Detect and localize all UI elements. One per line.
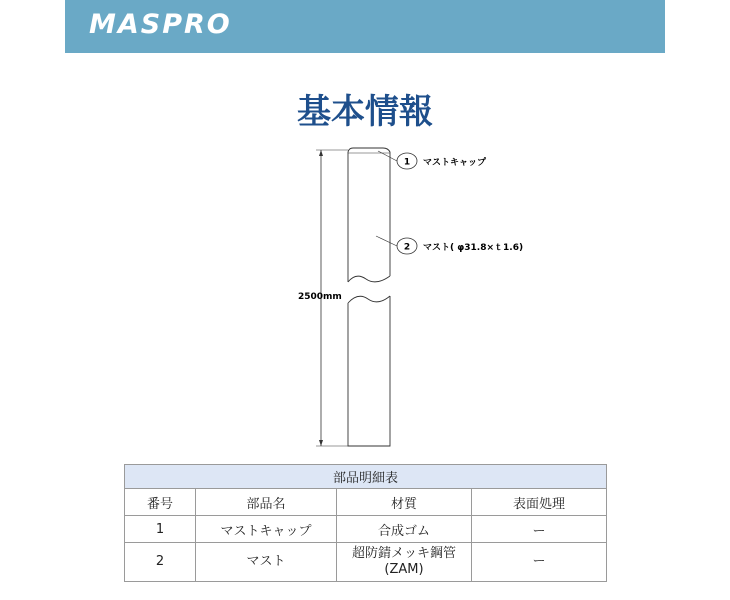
table-row	[125, 543, 607, 582]
cell-material-note: (ZAM)	[384, 562, 424, 577]
cell-finish: ー	[472, 516, 607, 543]
cell-material: 合成ゴム	[337, 516, 472, 543]
table-caption: 部品明細表	[125, 465, 607, 489]
callout-number-1: 1	[403, 157, 411, 168]
column-header-number: 番号	[125, 489, 196, 516]
cell-material	[337, 543, 472, 582]
table-row	[125, 516, 607, 543]
cell-part-name: マスト	[196, 543, 337, 582]
parts-table	[124, 464, 607, 582]
maspro-logo: MASPRO	[89, 9, 232, 40]
table-header-row	[125, 489, 607, 516]
break-line-top	[348, 276, 390, 282]
cell-number: 1	[125, 516, 196, 543]
callout-label-1: マストキャップ	[423, 158, 487, 168]
cell-number: 2	[125, 543, 196, 582]
leader-line-2	[376, 236, 397, 246]
cell-material-text: 超防錆メッキ鋼管	[351, 546, 456, 561]
table-caption-row	[125, 465, 607, 489]
page-title: 基本情報	[297, 92, 433, 132]
callout-label-2: マスト( φ31.8×ｔ1.6)	[423, 243, 524, 253]
column-header-finish: 表面処理	[472, 489, 607, 516]
column-header-material: 材質	[337, 489, 472, 516]
callout-number-2: 2	[403, 242, 411, 253]
leader-line-1	[378, 151, 397, 161]
break-line-bottom	[348, 296, 390, 303]
cell-part-name: マストキャップ	[196, 516, 337, 543]
dimension-label: 2500mm	[298, 292, 342, 302]
cell-finish: ー	[472, 543, 607, 582]
mast-lower	[348, 296, 390, 446]
mast-upper	[348, 148, 390, 282]
column-header-name: 部品名	[196, 489, 337, 516]
